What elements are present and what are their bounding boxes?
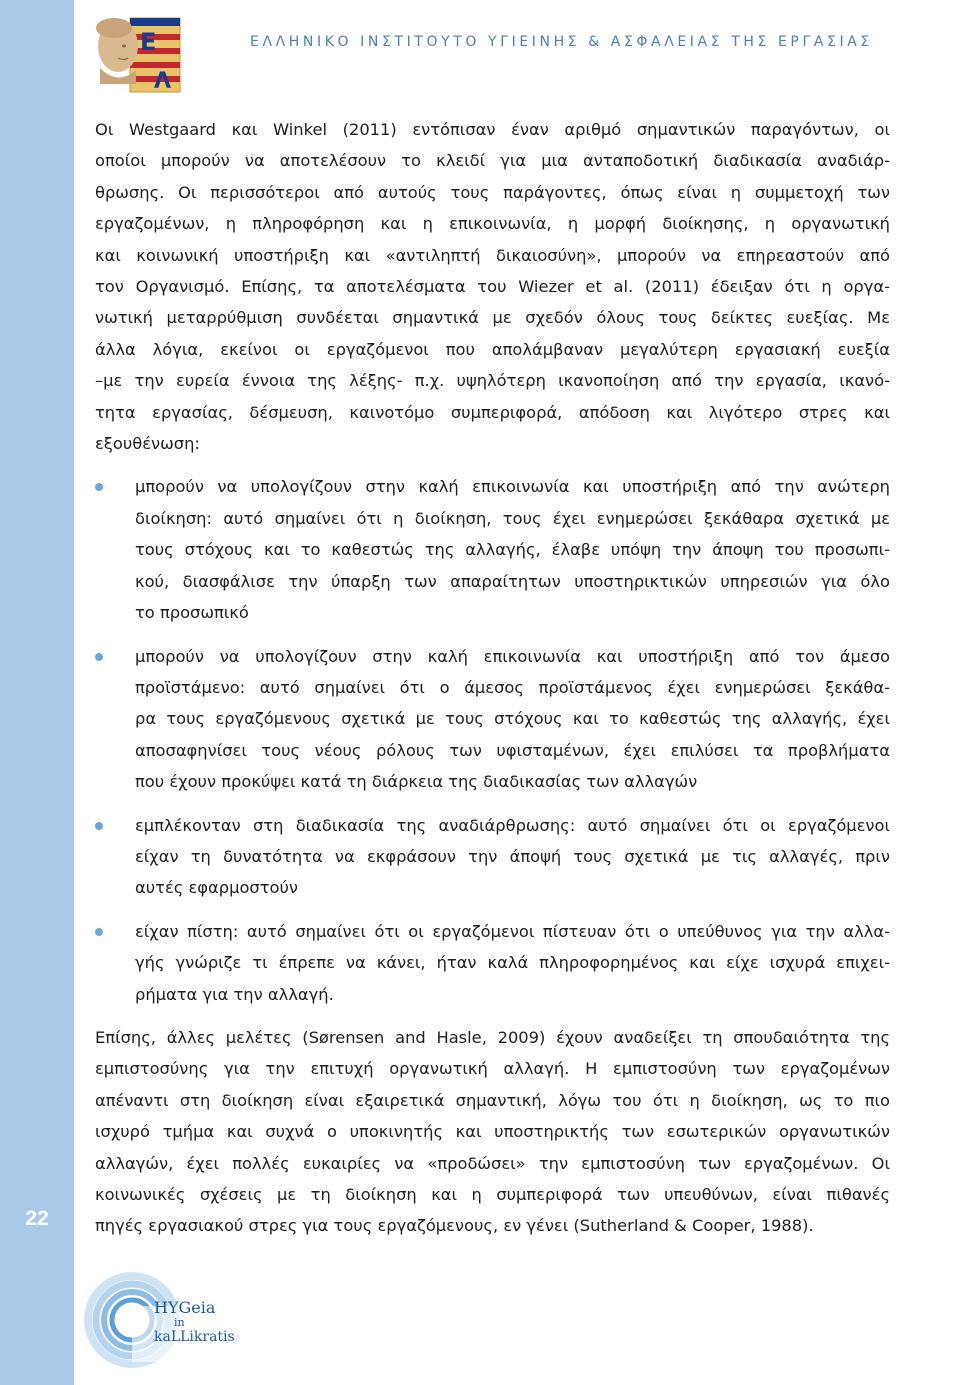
logo-line: in (174, 1316, 185, 1329)
text-line: αυτές εφαρμοστούν (135, 878, 299, 898)
text-line: τον Οργανισμό. Επίσης, τα αποτελέσματα του Wiezer et al. (2011) έδειξαν ότι η οργα- (95, 277, 890, 297)
text-line: μπορούν να υπολογίζουν στην καλή επικοινωνία και υποστήριξη από την ανώτερη (135, 477, 890, 497)
logo-line: HYGeia (154, 1298, 216, 1317)
text-line: άλλα λόγια, εκείνοι οι εργαζόμενοι που απολάμβαναν μεγαλύτερη εργασιακή ευεξία (95, 339, 890, 359)
text-line: ισχυρό τμήμα και συχνά ο υποκινητής και υποστηρικτής των εσωτερικών οργανωτικών (95, 1122, 890, 1142)
page-number: 22 (25, 1207, 49, 1230)
text-line: κού, διασφάλισε την ύπαρξη των απαραίτητων υποστηρικτικών υπηρεσιών για όλο (135, 571, 890, 591)
bullet-icon (95, 653, 103, 661)
text-line: εμπλέκονταν στη διαδικασία της αναδιάρθρωσης: αυτό σημαίνει ότι οι εργαζόμενοι (135, 815, 890, 835)
text-line: αλλαγών, έχει πολλές ευκαιρίες να «προδώσει» την εμπιστοσύνη των εργαζομένων. Οι (95, 1153, 890, 1173)
paragraph-westgaard (95, 114, 890, 459)
text-line: ρήματα για την αλλαγή. (135, 984, 334, 1004)
list-item (95, 641, 890, 798)
bullet-list (95, 471, 890, 1010)
text-line: τητα εργασίας, δέσμευση, καινοτόμο συμπεριφορά, απόδοση και λιγότερο στρες και (95, 402, 890, 422)
text-line: που έχουν προκύψει κατά τη διάρκεια της διαδικασίας των αλλαγών (135, 772, 698, 792)
list-item (95, 471, 890, 628)
institute-logo (84, 8, 196, 98)
bullet-icon (95, 822, 103, 830)
text-line: διοίκηση: αυτό σημαίνει ότι η διοίκηση, τους έχει ενημερώσει ξεκάθαρα σχετικά με (135, 508, 890, 528)
text-line: εργαζομένων, η πληροφόρηση και η επικοινωνία, η μορφή διοίκησης, η οργανωτική (95, 214, 890, 234)
page-sidebar-strip (0, 0, 74, 1385)
logo-line: kaLLikratis (154, 1329, 235, 1345)
list-item (95, 916, 890, 1010)
text-line: προϊστάμενο: αυτό σημαίνει ότι ο άμεσος προϊστάμενος έχει ενημερώσει ξεκάθα- (135, 677, 890, 697)
bullet-icon (95, 483, 103, 491)
text-line: είχαν πίστη: αυτό σημαίνει ότι οι εργαζόμενοι πίστευαν ότι ο υπεύθυνος για την αλλα- (135, 921, 890, 941)
text-line: εμπιστοσύνης για την επιτυχή οργανωτική αλλαγή. Η εμπιστοσύνη των εργαζομένων (95, 1059, 890, 1079)
paragraph-trust (95, 1022, 890, 1242)
text-line: μπορούν να υπολογίζουν στην καλή επικοινωνία και υποστήριξη από τον άμεσο (135, 646, 890, 666)
text-line: οποίοι μπορούν να αποτελέσουν το κλειδί για μια ανταποδοτική διαδικασία αναδιάρ- (95, 151, 890, 171)
hygeia-kallikratis-logo (84, 1270, 234, 1370)
main-text (95, 114, 890, 1242)
svg-text:Λ: Λ (154, 69, 172, 94)
text-line: απέναντι στη διοίκηση είναι εξαιρετικά σημαντική, λόγω του ότι η διοίκηση, ως το πιο (95, 1090, 890, 1110)
bullet-icon (95, 928, 103, 936)
text-line: νωτική μεταρρύθμιση συνδέεται σημαντικά με σχεδόν όλους τους δείκτες ευεξίας. Με (95, 308, 890, 328)
text-line: και κοινωνική υποστήριξη και «αντιληπτή δικαιοσύνη», μπορούν να επηρεαστούν από (95, 245, 890, 265)
list-item (95, 810, 890, 904)
text-line: το προσωπικό (135, 603, 249, 623)
text-line: γής γνώριζε τι έπρεπε να κάνει, ήταν καλά πληροφορημένος και είχε ισχυρά επιχει- (135, 953, 890, 973)
text-line: θρωσης. Οι περισσότεροι από αυτούς τους παράγοντες, όπως είναι η συμμετοχή των (95, 182, 890, 202)
text-line: Οι Westgaard και Winkel (2011) εντόπισαν έναν αριθμό σημαντικών παραγόντων, οι (95, 120, 890, 139)
hygeia-wordmark (154, 1300, 235, 1345)
text-line: ρα τους εργαζόμενους σχετικά με τους στόχους και το καθεστώς της αλλαγής, έχει (135, 709, 890, 729)
text-line: –με την ευρεία έννοια της λέξης- π.χ. υψηλότερη ικανοποίηση από την εργασία, ικανό- (95, 371, 890, 391)
text-line: Επίσης, άλλες μελέτες (Sørensen and Hasle, 2009) έχουν αναδείξει τη σπουδαιότητα της (95, 1027, 890, 1047)
text-line: τους στόχους και το καθεστώς της αλλαγής, έλαβε υπόψη την άποψη του προσωπι- (135, 540, 890, 560)
svg-text:E: E (140, 28, 157, 56)
text-line: εξουθένωση: (95, 434, 200, 454)
text-line: αποσαφηνίσει τους νέους ρόλους των υφισταμένων, έχει επιλύσει τα προβλήματα (135, 740, 890, 760)
text-line: είχαν τη δυνατότητα να εκφράσουν την άποψή τους σχετικά με τις αλλαγές, πριν (135, 846, 890, 866)
text-line: κοινωνικές σχέσεις με τη διοίκηση και η συμπεριφορά των υπευθύνων, είναι πιθανές (95, 1185, 890, 1204)
institute-name-header: ΕΛΛΗΝΙΚΟ ΙΝΣΤΙΤΟΥΤΟ ΥΓΙΕΙΝΗΣ & ΑΣΦΑΛΕΙΑΣ ΤΗΣ ΕΡΓΑΣΙΑΣ (250, 34, 873, 50)
text-line: πηγές εργασιακού στρες για τους εργαζόμενους, εν γένει (Sutherland & Cooper, 1988). (95, 1216, 814, 1236)
